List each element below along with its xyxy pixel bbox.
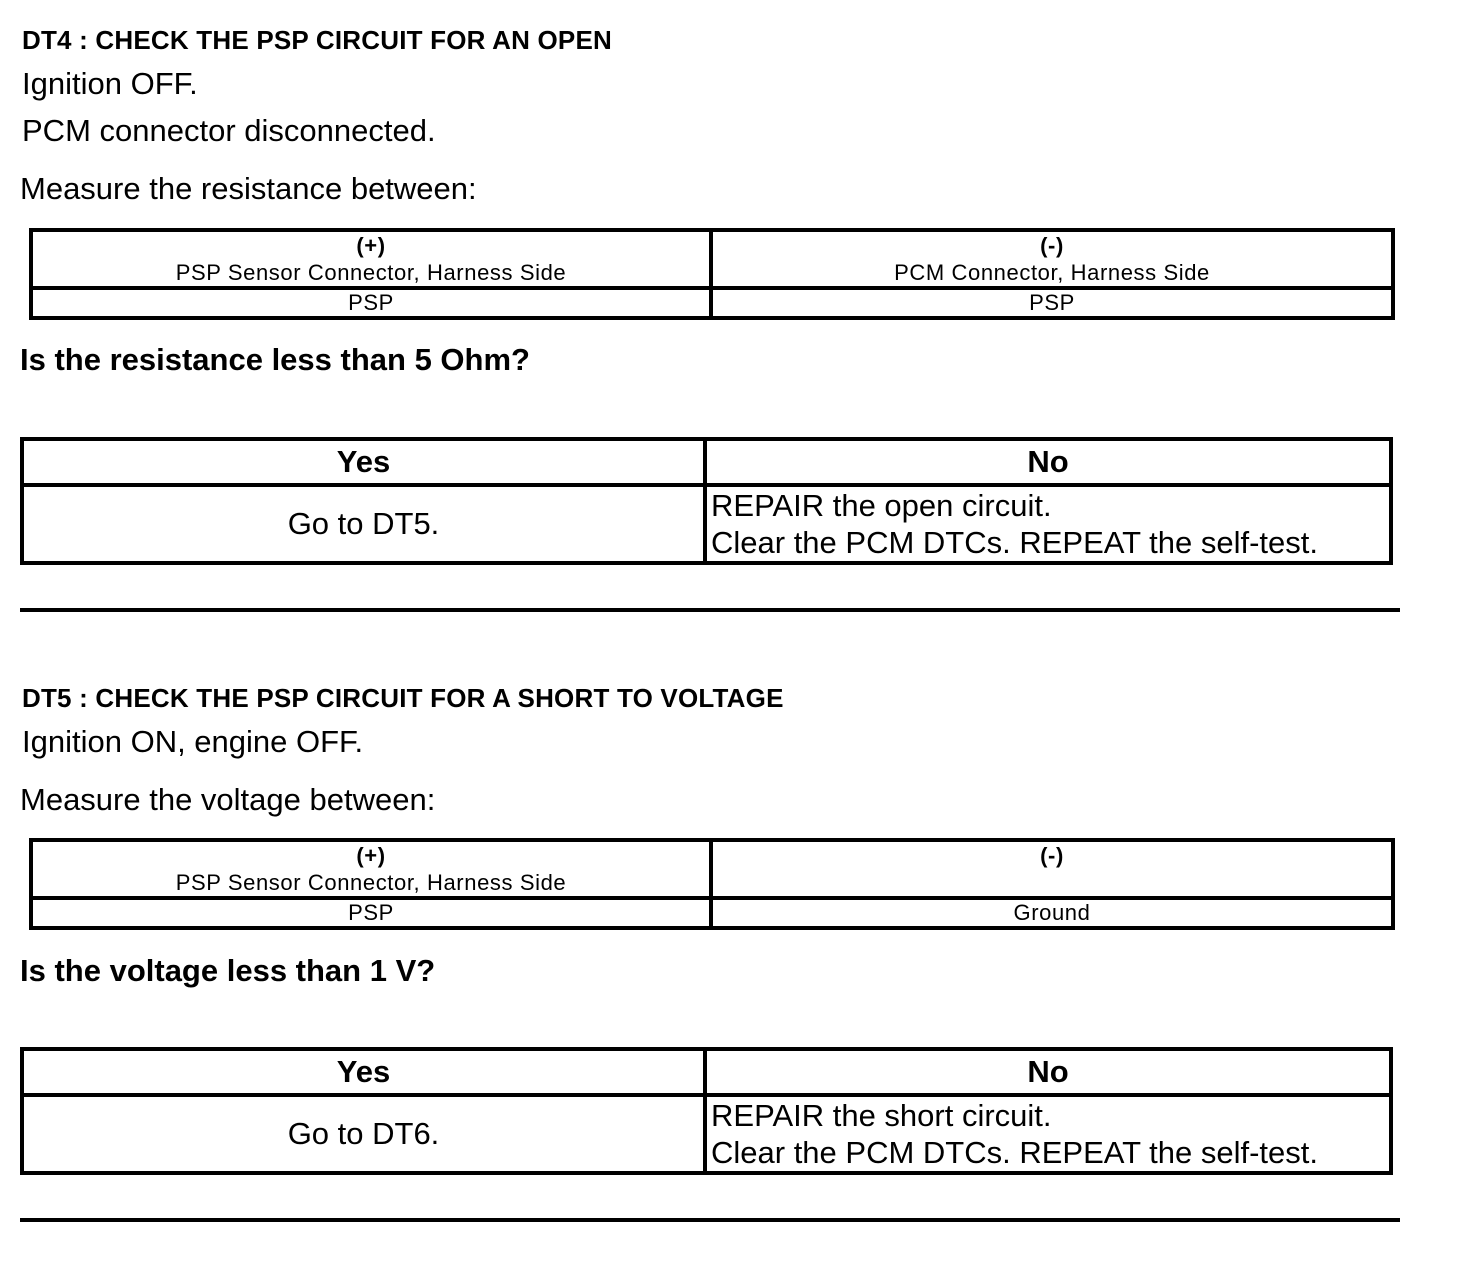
dt4-negative-symbol: (-)	[1040, 233, 1064, 258]
dt5-measure-instruction: Measure the voltage between:	[20, 782, 436, 817]
dt4-step-connector: PCM connector disconnected.	[22, 113, 436, 148]
dt4-measurement-table	[29, 228, 1395, 320]
dt5-step-ignition: Ignition ON, engine OFF.	[22, 724, 364, 759]
dt5-no-header: No	[705, 1049, 1391, 1095]
dt4-positive-value: PSP	[31, 288, 711, 318]
dt4-measure-instruction: Measure the resistance between:	[20, 171, 477, 206]
dt5-yes-action: Go to DT6.	[22, 1095, 705, 1173]
dt5-negative-symbol: (-)	[1040, 843, 1064, 868]
dt5-negative-header	[711, 840, 1393, 898]
section-divider	[20, 608, 1400, 612]
dt4-question: Is the resistance less than 5 Ohm?	[20, 342, 530, 377]
dt4-no-action-line1: REPAIR the open circuit.	[711, 488, 1052, 523]
dt4-yes-header: Yes	[22, 439, 705, 485]
dt5-heading: DT5 : CHECK THE PSP CIRCUIT FOR A SHORT TO VOLTAGE	[22, 683, 784, 713]
dt4-positive-label: PSP Sensor Connector, Harness Side	[175, 260, 567, 285]
dt5-negative-value: Ground	[711, 898, 1393, 928]
dt4-step-ignition: Ignition OFF.	[22, 66, 198, 101]
dt4-negative-label: PCM Connector, Harness Side	[894, 260, 1210, 285]
dt5-positive-value: PSP	[31, 898, 711, 928]
dt4-negative-header	[711, 230, 1393, 288]
dt4-decision-table	[20, 437, 1393, 565]
dt4-heading: DT4 : CHECK THE PSP CIRCUIT FOR AN OPEN	[22, 25, 612, 55]
dt5-decision-table	[20, 1047, 1393, 1175]
dt4-no-action	[705, 485, 1391, 563]
dt5-no-action-line1: REPAIR the short circuit.	[711, 1098, 1052, 1133]
dt4-positive-header	[31, 230, 711, 288]
dt5-no-action	[705, 1095, 1391, 1173]
dt4-positive-symbol: (+)	[356, 233, 386, 258]
dt5-positive-label: PSP Sensor Connector, Harness Side	[175, 870, 567, 895]
dt5-positive-header	[31, 840, 711, 898]
dt4-no-header: No	[705, 439, 1391, 485]
dt4-yes-action: Go to DT5.	[22, 485, 705, 563]
dt5-measurement-table	[29, 838, 1395, 930]
dt4-no-action-line2: Clear the PCM DTCs. REPEAT the self-test.	[711, 525, 1318, 560]
dt5-yes-header: Yes	[22, 1049, 705, 1095]
dt5-question: Is the voltage less than 1 V?	[20, 953, 436, 988]
dt4-negative-value: PSP	[711, 288, 1393, 318]
dt5-no-action-line2: Clear the PCM DTCs. REPEAT the self-test.	[711, 1135, 1318, 1170]
section-divider-bottom	[20, 1218, 1400, 1222]
dt5-positive-symbol: (+)	[356, 843, 386, 868]
